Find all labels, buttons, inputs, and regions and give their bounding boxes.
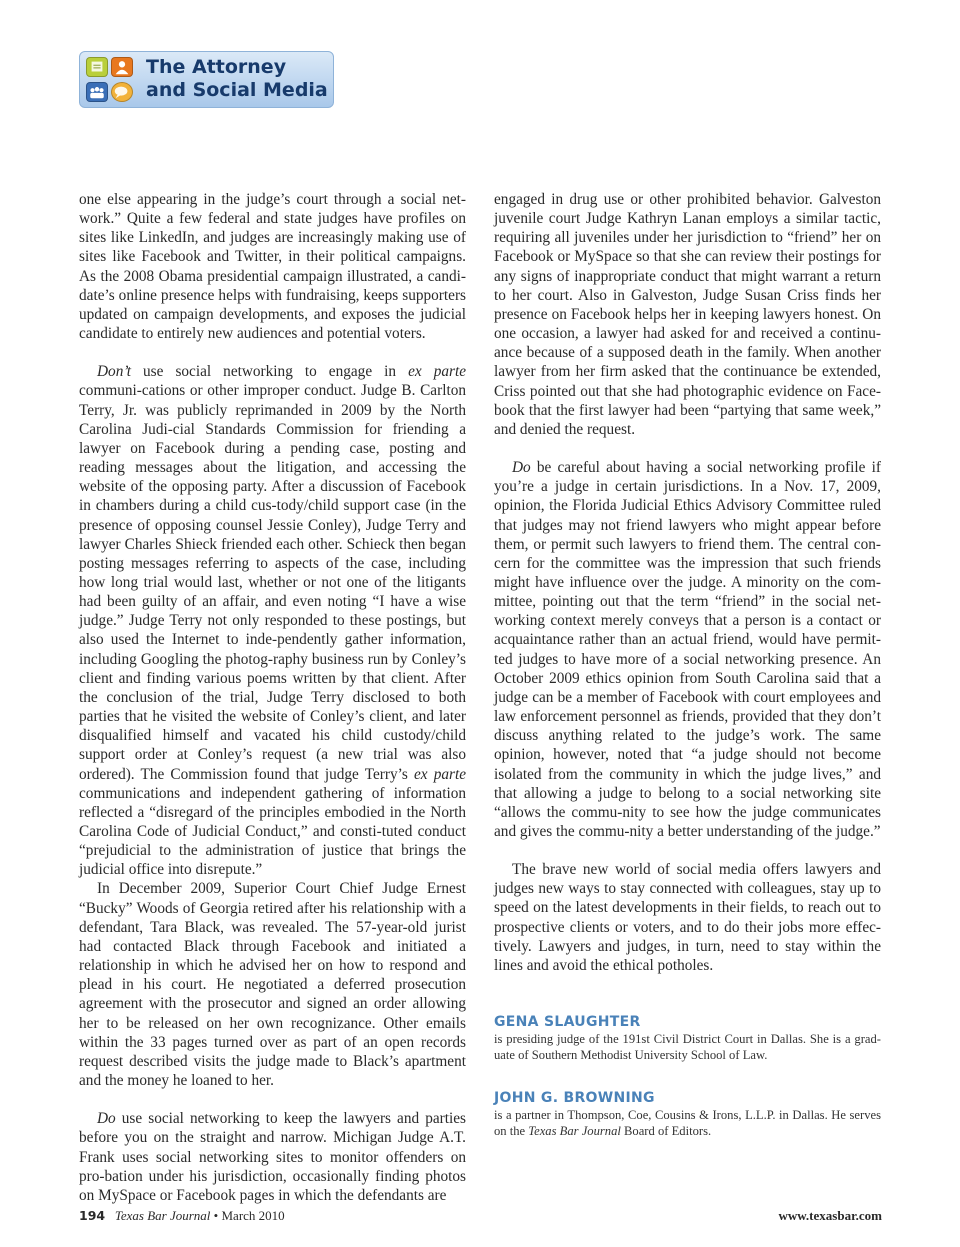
paragraph-dont-ex-parte [79,362,466,879]
paragraph-text: be careful about having a social networking profile if you’re a judge in certain jurisdictions. In a Nov. 17, 2009, opinion, the Florida Judicial Ethics Advisory Committee ruled that judges may not friend lawyers who might appear before them, or permit such lawyers to friend them. The central con-cern for the committee was the impression that such friends might have influence over the judge. A minority on the com-mittee, pointing out that the term “friend” in the social net-working context merely conveys that a person is a contact or acquaintance rather than an actual friend, would have permit-ted judges to have more of a social networking presence. An October 2009 ethics opinion from South Carolina said that a judge can be a member of Facebook with court employees and law enforcement personnel as friends, provided that they don’t discuss anything related to the judge’s work. The same opinion, however, noted that “a judge should not become isolated from the community in which the judge lives,” and that allowing a judge to belong to a social networking site “allows the commu-nity to see how the judge communicates and gives the commu-nity a better understanding of the judge.” [494,459,881,840]
website-link[interactable]: www.texasbar.com [778,1208,882,1223]
paragraph-text: use social networking to engage in [131,363,409,381]
paragraph: engaged in drug use or other prohibited behavior. Galveston juvenile court Judge Kathryn Lanan employs a similar tactic, requiring all juveniles under her jurisdiction to “friend” her on Facebook or MySpace so that she can review their postings for any signs of inappropriate conduct that might warrant a return to her court. Also in Galveston, Judge Susan Criss finds her presence on Facebook helps her in keeping lawyers honest. On one occasion, a lawyer had asked for and received a continu-ance because of a supposed death in the family. When another lawyer from her firm asked that the continuance be extended, Criss pointed out that she had photographic evidence on Face-book that the first lawyer had been “partying that same week,” and denied the request. [494,191,881,438]
group-icon [86,82,108,102]
author-bio [494,1013,881,1063]
bio-text: Board of Editors. [620,1124,712,1139]
author-bio [494,1089,881,1139]
italic-term: ex parte [413,765,466,783]
paragraph-conclusion: The brave new world of social media offers lawyers and judges new ways to stay connected with colleagues, stay up to speed on the latest developments in their fields, to reach out to prospective clients or voters, and to do their jobs more effec-tively. Lawyers and judges, in turn, need to stay within the lines and avoid the ethical potholes. [494,861,881,974]
author-name: GENA SLAUGHTER [494,1014,641,1031]
badge-title-line2: and Social Media [146,79,328,101]
lead-word: Do [512,459,531,477]
badge-icons [86,57,140,105]
author-description [494,1107,881,1139]
note-icon [86,57,108,77]
paragraph-text: communications and independent gathering of information reflected a “disregard of the principles embodied in the North Carolina Code of Judicial Conduct,” and consti-tuted conduct “prejudicial to the administration of justice that brings the judicial office into disrepute.” [79,784,466,879]
journal-title: Texas Bar Journal [114,1208,211,1223]
paragraph-text: use social networking to keep the lawyers and parties before you on the straight and narrow. Michigan Judge A.T. Frank uses social networking sites to monitor offenders on pro-bation under his jurisdiction, occasionally finding photos on MySpace or Facebook pages in which the defendants are [79,1110,466,1204]
page-footer [79,1208,882,1224]
paragraph-text: communi-cations or other improper conduct. Judge B. Carlton Terry, Jr. was publicly reprimanded in 2009 by the North Carolina Judi-cial Standards Commission for friending a lawyer on Facebook during a pending case, posting and reading messages about the litigation, and accessing the website of the opposing party. After a discussion of Facebook in chambers during a child cus-tody/child support case (in the presence of opposing counsel Jessie Conley), Judge Terry and lawyer Charles Shieck friended each other. Schieck then began posting messages referring to aspects of the case, including how long trial would last, whether or not one of the litigants had been guilty of an affair, and even noting “I have a wise judge.” Judge Terry not only responded to these postings, but also used the Internet to inde-pendently gather information, including Googling the photog-raphy business run by Conley’s client and finding various poems written by that client. After the conclusion of the trial, Judge Terry disclosed to both parties that he visited the website of Conley’s client, and later disqualified himself and vacated his child custody/child support order at Conley’s request (a new trial was also ordered). The Commission found that judge Terry’s [79,382,466,783]
person-icon [111,57,133,77]
paragraph-do-monitor [79,1109,466,1205]
chat-icon [111,82,133,102]
journal-name: Texas Bar Journal [528,1124,621,1139]
right-column [494,190,881,1139]
footer-separator: • [213,1208,219,1223]
author-name: JOHN G. BROWNING [494,1090,655,1107]
lead-word: Don’t [97,363,131,381]
badge-title [146,56,328,102]
section-badge [79,51,334,108]
left-column [79,190,466,1205]
italic-term: ex parte [408,363,466,381]
author-description: is presiding judge of the 191st Civil District Court in Dallas. She is a grad-uate of Southern Methodist University School of Law. [494,1032,881,1063]
badge-title-line1: The Attorney [146,56,287,78]
bio-text: is a partner in Thompson, Coe, Cousins & Irons, L.L.P. in Dallas. He serves on the [494,1108,881,1139]
paragraph: In December 2009, Superior Court Chief Judge Ernest “Bucky” Woods of Georgia retired after his relationship with a defendant, Tara Black, was revealed. The 57-year-old jurist had contacted Black through Facebook and initiated a relationship in which he advised her on how to respond and plead in his court. He negotiated a deferred prosecution agreement with the prosecutor and signed an order allowing her to be released on her own recognizance. Other emails within the 33 pages turned over as part of an open records request described visits the judge made to Black’s apartment and the money he loaned to her. [79,880,466,1090]
lead-word: Do [97,1110,116,1128]
page-number: 194 [79,1208,106,1223]
paragraph: one else appearing in the judge’s court through a social net-work.” Quite a few federal and state judges have profiles on sites like LinkedIn, and judges are increasingly making use of sites like Facebook and Twitter, in their political campaigns. As the 2008 Obama presidential campaign illustrated, a candi-date’s online presence helps with fundraising, keeps supporters updated on campaign developments, and exposes the judicial candidate to entirely new audiences and potential voters. [79,191,466,343]
paragraph-do-careful [494,458,881,841]
issue-date: March 2010 [221,1208,285,1223]
